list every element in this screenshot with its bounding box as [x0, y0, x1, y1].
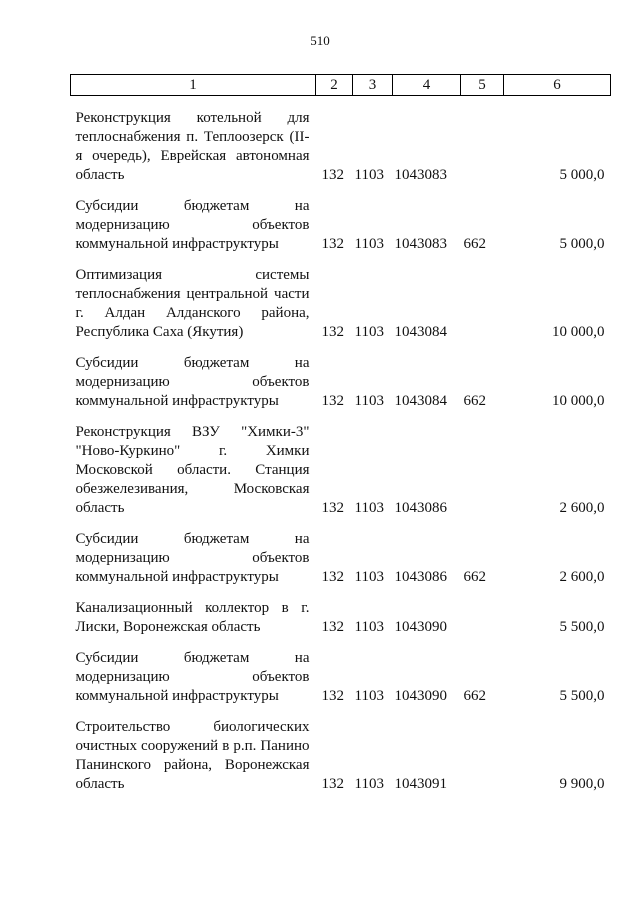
page-number: 510: [310, 33, 330, 48]
row-section: 132: [321, 236, 344, 252]
row-expense-type: [461, 706, 504, 794]
row-article: 1043084: [394, 324, 447, 340]
row-subsection: 1103: [354, 688, 384, 704]
row-article: 1043086: [394, 569, 447, 585]
row-subsection: 1103: [354, 776, 384, 792]
row-amount: 5 500,0: [559, 619, 605, 635]
row-article: 1043083: [394, 167, 447, 183]
row-subsection: 1103: [354, 500, 384, 516]
row-expense-type: [461, 411, 504, 518]
row-subsection: 1103: [354, 393, 384, 409]
table-row: [71, 254, 611, 342]
row-name: Субсидии бюджетам на модернизацию объектов коммунальной инфраструктуры: [75, 355, 310, 409]
row-expense-type: [461, 587, 504, 637]
row-name: Строительство биологических очистных сооружений в р.п. Панино Панинского района, Воронежская область: [75, 719, 310, 792]
row-amount: 10 000,0: [552, 324, 605, 340]
header-col-section: 2: [316, 75, 353, 96]
row-section: 132: [321, 167, 344, 183]
row-article: 1043083: [394, 236, 447, 252]
table-row: [71, 411, 611, 518]
row-name: Оптимизация системы теплоснабжения центральной части г. Алдан Алданского района, Республика Саха (Якутия): [75, 267, 310, 340]
row-subsection: 1103: [354, 167, 384, 183]
row-amount: 5 000,0: [559, 167, 605, 183]
row-expense-type: 662: [463, 688, 486, 704]
row-name: Субсидии бюджетам на модернизацию объектов коммунальной инфраструктуры: [75, 531, 310, 585]
table-row: [71, 637, 611, 706]
header-col-article: 4: [393, 75, 461, 96]
row-expense-type: [461, 254, 504, 342]
row-subsection: 1103: [354, 619, 384, 635]
budget-table: [70, 74, 611, 794]
row-name: Реконструкция котельной для теплоснабжения п. Теплоозерск (II-я очередь), Еврейская автономная область: [75, 110, 310, 183]
row-section: 132: [321, 500, 344, 516]
table-row: [71, 342, 611, 411]
row-amount: 2 600,0: [559, 569, 605, 585]
row-expense-type: 662: [463, 236, 486, 252]
row-amount: 10 000,0: [552, 393, 605, 409]
header-row: [71, 75, 611, 96]
row-expense-type: 662: [463, 393, 486, 409]
table-row: [71, 185, 611, 254]
table-row: [71, 587, 611, 637]
header-col-expense-type: 5: [461, 75, 504, 96]
table-body: [71, 96, 611, 795]
row-amount: 9 900,0: [559, 776, 605, 792]
row-section: 132: [321, 619, 344, 635]
row-section: 132: [321, 569, 344, 585]
table-row: [71, 706, 611, 794]
row-subsection: 1103: [354, 324, 384, 340]
row-name: Реконструкция ВЗУ "Химки-3" "Ново-Куркино" г. Химки Московской области. Станция обезжелезивания, Московская область: [75, 424, 310, 516]
table-header: [71, 75, 611, 96]
row-name: Канализационный коллектор в г. Лиски, Воронежская область: [75, 600, 310, 635]
header-col-name: 1: [71, 75, 316, 96]
row-article: 1043091: [394, 776, 447, 792]
header-col-amount: 6: [504, 75, 611, 96]
row-section: 132: [321, 393, 344, 409]
row-section: 132: [321, 688, 344, 704]
row-expense-type: 662: [463, 569, 486, 585]
table-row: [71, 518, 611, 587]
row-section: 132: [321, 776, 344, 792]
row-amount: 5 000,0: [559, 236, 605, 252]
row-article: 1043090: [394, 619, 447, 635]
row-article: 1043084: [394, 393, 447, 409]
table-row: [71, 96, 611, 186]
row-subsection: 1103: [354, 236, 384, 252]
row-amount: 2 600,0: [559, 500, 605, 516]
row-section: 132: [321, 324, 344, 340]
row-amount: 5 500,0: [559, 688, 605, 704]
row-name: Субсидии бюджетам на модернизацию объектов коммунальной инфраструктуры: [75, 650, 310, 704]
row-name: Субсидии бюджетам на модернизацию объектов коммунальной инфраструктуры: [75, 198, 310, 252]
row-article: 1043090: [394, 688, 447, 704]
row-subsection: 1103: [354, 569, 384, 585]
row-article: 1043086: [394, 500, 447, 516]
header-col-subsection: 3: [353, 75, 393, 96]
row-expense-type: [461, 96, 504, 186]
